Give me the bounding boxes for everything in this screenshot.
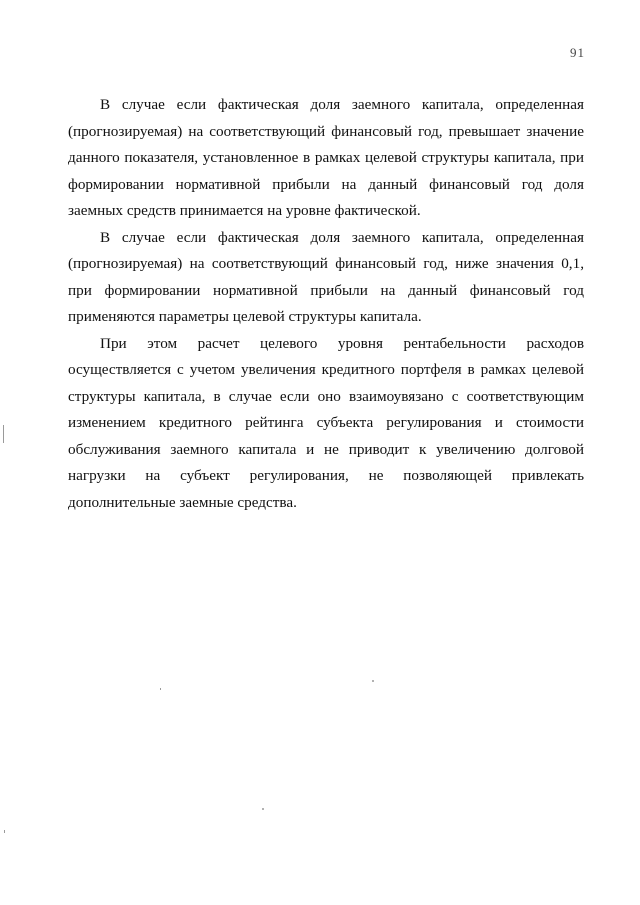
paragraph-1: В случае если фактическая доля заемного капитала, определенная (прогнозируемая) на соответствующий финансовый год, превышает значение данного показателя, установленное в рамках целевой структуры капитала, при формировании нормативной прибыли на данный финансовый год доля заемных средств принимается на уровне фактической. [68, 96, 584, 219]
scan-artifact [4, 830, 5, 833]
paragraph-3: При этом расчет целевого уровня рентабельности расходов осуществляется с учетом увеличения кредитного портфеля в рамках целевой структуры капитала, в случае если оно взаимоувязано с соответствующим изменением кредитного рейтинга субъекта регулирования и стоимости обслуживания заемного капитала и не приводит к увеличению долговой нагрузки на субъект регулирования, не позволяющей привлекать дополнительные заемные средства. [68, 334, 584, 511]
scan-artifact [3, 425, 4, 443]
body-text [68, 92, 584, 516]
scan-artifact [372, 680, 374, 682]
scan-artifact [160, 688, 161, 690]
paragraph-2: В случае если фактическая доля заемного капитала, определенная (прогнозируемая) на соответствующий финансовый год, ниже значения 0,1, при формировании нормативной прибыли на данный финансовый год применяются параметры целевой структуры капитала. [68, 228, 584, 325]
scan-artifact [262, 808, 264, 810]
page-number: 91 [570, 45, 585, 60]
